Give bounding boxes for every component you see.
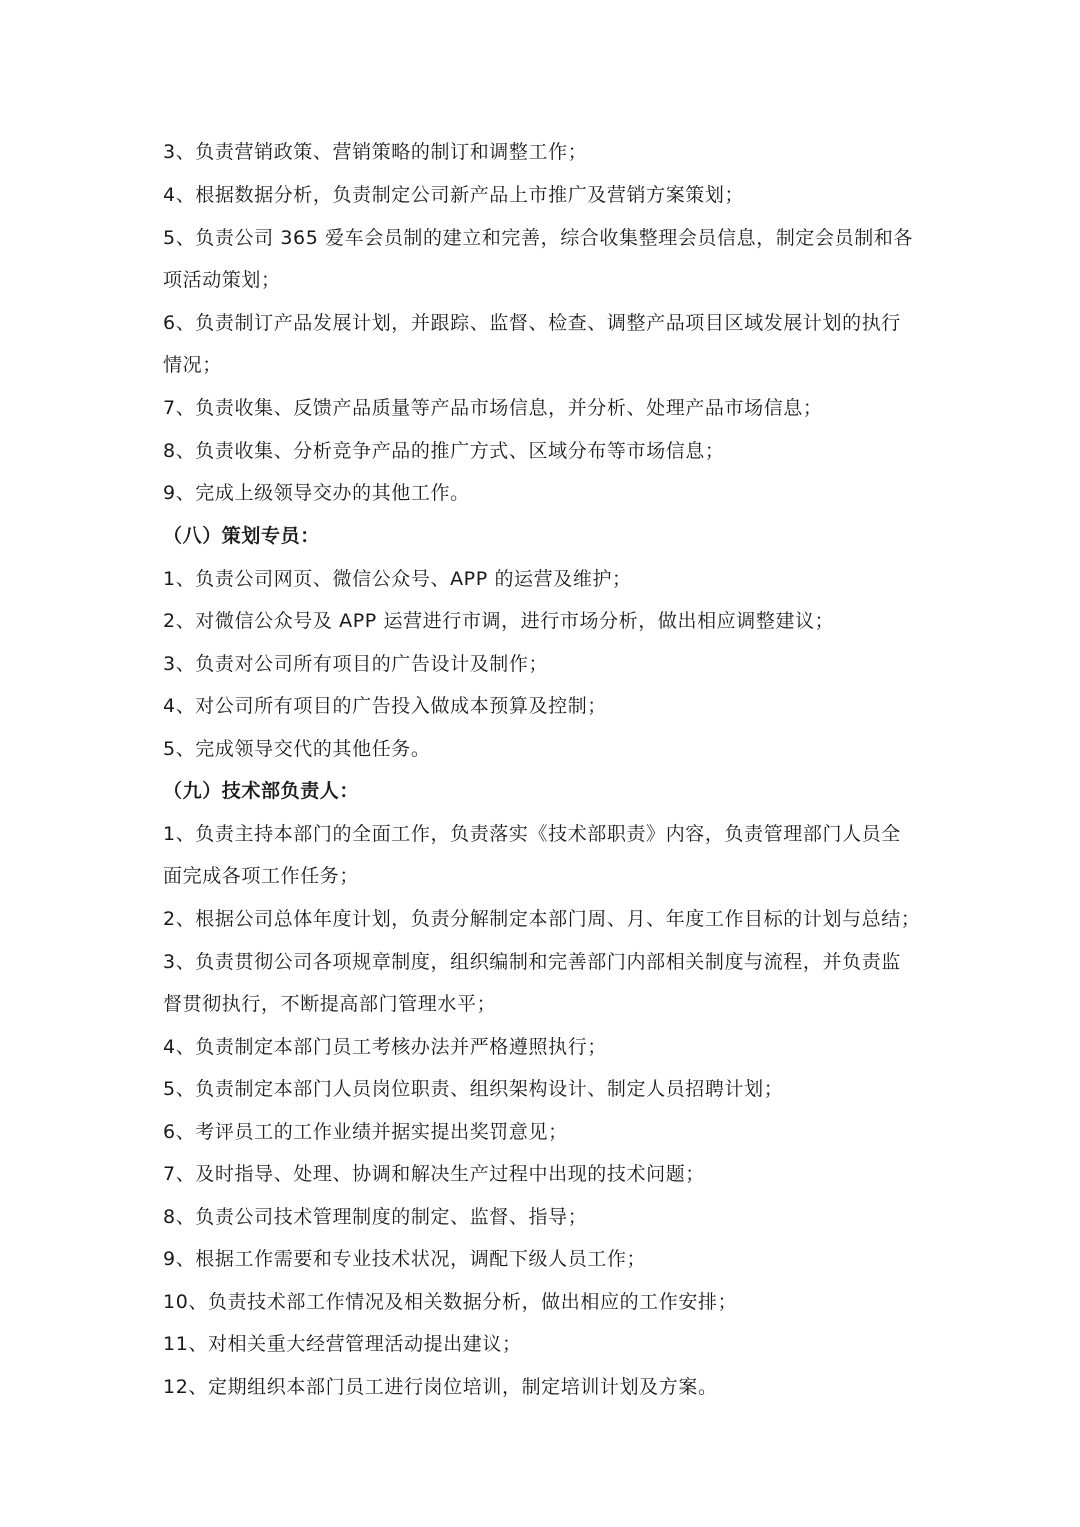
tech-duty-3-cont: 督贯彻执行，不断提高部门管理水平；: [163, 993, 497, 1015]
planning-duty-2: 2、对微信公众号及 APP 运营进行市调，进行市场分析，做出相应调整建议；: [163, 610, 835, 632]
marketing-duty-5: 5、负责公司 365 爱车会员制的建立和完善，综合收集整理会员信息，制定会员制和各: [163, 227, 914, 249]
section-heading-planning-specialist: （八）策划专员：: [163, 525, 320, 547]
section-heading-tech-head: （九）技术部负责人：: [163, 780, 360, 802]
planning-duty-5: 5、完成领导交代的其他任务。: [163, 738, 431, 760]
tech-duty-9: 9、根据工作需要和专业技术状况，调配下级人员工作；: [163, 1248, 647, 1270]
marketing-duty-8: 8、负责收集、分析竞争产品的推广方式、区域分布等市场信息；: [163, 440, 725, 462]
tech-duty-3: 3、负责贯彻公司各项规章制度，组织编制和完善部门内部相关制度与流程，并负责监: [163, 951, 901, 973]
marketing-duty-7: 7、负责收集、反馈产品质量等产品市场信息，并分析、处理产品市场信息；: [163, 397, 823, 419]
tech-duty-6: 6、考评员工的工作业绩并据实提出奖罚意见；: [163, 1121, 568, 1143]
tech-duty-11: 11、对相关重大经营管理活动提出建议；: [163, 1333, 522, 1355]
marketing-duty-6: 6、负责制订产品发展计划，并跟踪、监督、检查、调整产品项目区域发展计划的执行: [163, 312, 901, 334]
marketing-duty-4: 4、根据数据分析，负责制定公司新产品上市推广及营销方案策划；: [163, 184, 745, 206]
planning-duty-3: 3、负责对公司所有项目的广告设计及制作；: [163, 653, 549, 675]
tech-duty-8: 8、负责公司技术管理制度的制定、监督、指导；: [163, 1206, 588, 1228]
planning-duty-1: 1、负责公司网页、微信公众号、APP 的运营及维护；: [163, 568, 632, 590]
tech-duty-12: 12、定期组织本部门员工进行岗位培训，制定培训计划及方案。: [163, 1376, 718, 1398]
marketing-duty-5-cont: 项活动策划；: [163, 269, 281, 291]
tech-duty-10: 10、负责技术部工作情况及相关数据分析，做出相应的工作安排；: [163, 1291, 738, 1313]
tech-duty-7: 7、及时指导、处理、协调和解决生产过程中出现的技术问题；: [163, 1163, 705, 1185]
marketing-duty-6-cont: 情况；: [163, 354, 222, 376]
planning-duty-4: 4、对公司所有项目的广告投入做成本预算及控制；: [163, 695, 607, 717]
tech-duty-2: 2、根据公司总体年度计划，负责分解制定本部门周、月、年度工作目标的计划与总结；: [163, 908, 921, 930]
tech-duty-4: 4、负责制定本部门员工考核办法并严格遵照执行；: [163, 1036, 607, 1058]
tech-duty-5: 5、负责制定本部门人员岗位职责、组织架构设计、制定人员招聘计划；: [163, 1078, 784, 1100]
tech-duty-1: 1、负责主持本部门的全面工作，负责落实《技术部职责》内容，负责管理部门人员全: [163, 823, 901, 845]
marketing-duty-9: 9、完成上级领导交办的其他工作。: [163, 482, 470, 504]
tech-duty-1-cont: 面完成各项工作任务；: [163, 865, 360, 887]
marketing-duty-3: 3、负责营销政策、营销策略的制订和调整工作；: [163, 141, 588, 163]
